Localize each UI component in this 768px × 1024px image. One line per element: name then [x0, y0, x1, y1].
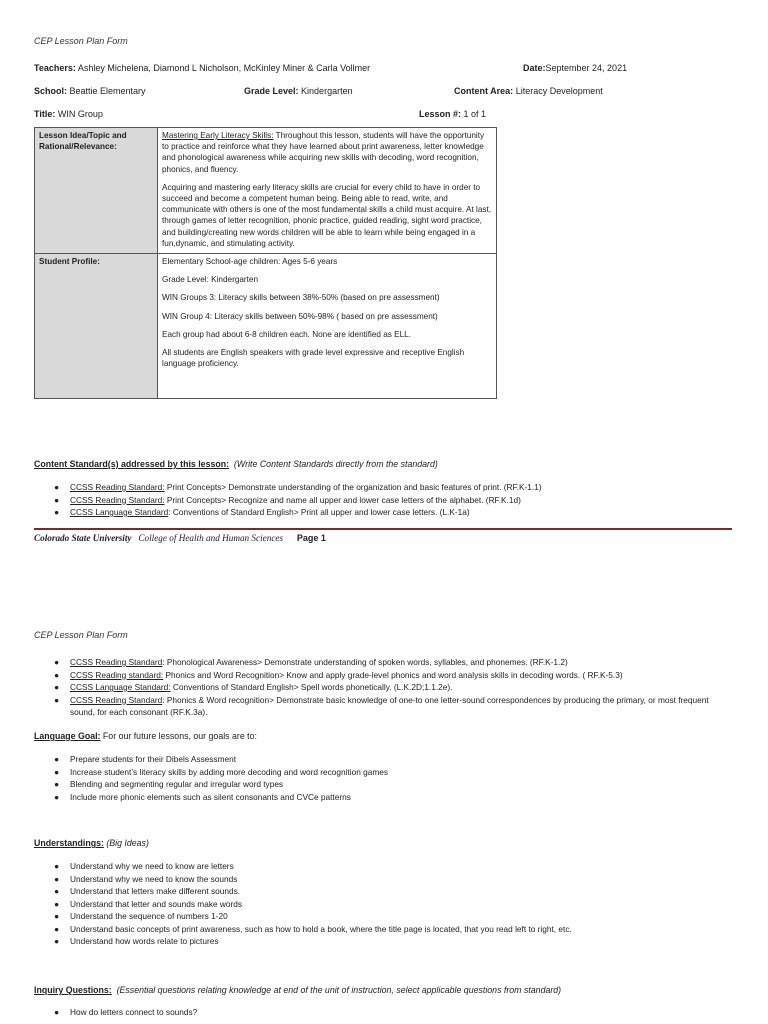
- table-row: [35, 128, 497, 254]
- school-value: Beattie Elementary: [69, 86, 146, 96]
- topic-heading: Mastering Early Literacy Skills:: [162, 131, 274, 140]
- profile-paragraph: Elementary School-age children: Ages 5-6 years: [162, 257, 338, 267]
- bullet-icon: ●: [54, 873, 60, 884]
- standard-link[interactable]: CCSS Reading Standard: [70, 694, 163, 705]
- bullet-icon: ●: [54, 694, 60, 705]
- footer-college: College of Health and Human Sciences: [138, 533, 284, 543]
- grade-label: Grade Level:: [244, 86, 299, 96]
- list-item: [34, 860, 734, 873]
- standard-link[interactable]: CCSS Language Standard: [70, 507, 169, 517]
- standard-link[interactable]: CCSS Reading Standard:: [70, 494, 165, 505]
- standard-link[interactable]: CCSS Language Standard:: [70, 682, 171, 692]
- understandings-head: Understandings:: [34, 838, 104, 848]
- date-label: Date:: [523, 63, 546, 73]
- language-goal-head: Language Goal:: [34, 731, 101, 741]
- bullet-icon: ●: [54, 669, 60, 680]
- language-goals-list: [34, 753, 734, 803]
- list-item: [34, 506, 734, 519]
- bullet-icon: ●: [54, 936, 60, 946]
- goal-text: Increase student’s literacy skills by adding more decoding and word recognition games: [70, 766, 389, 777]
- topic-paragraph-2: Acquiring and mastering early literacy skills are crucial for every child to have in order to succeed and become a competent human being. Being able to read, write, and communicate with others is one of the most fundamental skills a child must acquire. At last, through games of letter recognition, phonic practice, guided reading, sight word practice, and building/creating new words children will be able to learn while being engaged in a fun,dynamic, and stimulating activity.: [162, 182, 492, 248]
- footer-rule: [34, 528, 732, 530]
- title-label: Title:: [34, 109, 56, 119]
- list-item: [34, 656, 734, 669]
- bullet-icon: ●: [54, 779, 60, 789]
- lesson-line: [419, 109, 486, 119]
- understandings-list: [34, 860, 734, 948]
- topic-text: Throughout this lesson, students will have the opportunity to practice and reinforce what they have learned about print awareness, letter knowledge and phonological awareness while acquiring new skills with decoding, word recognition, phonics, and fluency.: [162, 131, 485, 174]
- date-line: [523, 63, 627, 73]
- bullet-icon: ●: [54, 911, 60, 921]
- standard-text: : Conventions of Standard English> Print all upper and lower case letters. (L.K-1a): [168, 507, 470, 517]
- school-line: [34, 86, 146, 96]
- standards-list-p2: [34, 656, 734, 719]
- list-item: [34, 873, 734, 886]
- standards-list-p1: [34, 481, 734, 519]
- bullet-icon: ●: [54, 494, 60, 505]
- bullet-icon: ●: [54, 754, 60, 764]
- bullet-icon: ●: [54, 507, 60, 517]
- bullet-icon: ●: [54, 898, 60, 909]
- form-title: CEP Lesson Plan Form: [34, 36, 128, 46]
- standard-text: Phonics and Word Recognition> Know and apply grade-level phonics and word analysis skills in decoding words. ( RF.K-5.3): [163, 669, 623, 680]
- footer-page-number: Page 1: [296, 533, 326, 543]
- standard-text: : Phonics & Word recognition> Demonstrate basic knowledge of one-to one letter-sound correspondences by producing the primary, or most frequent sound, for each consonant (RF.K.3a).: [70, 694, 709, 717]
- list-item: [34, 898, 734, 911]
- understanding-text: Understand why we need to know the sounds: [70, 873, 238, 884]
- inquiry-text: How do letters connect to sounds?: [70, 1007, 198, 1017]
- inquiry-list: [34, 1006, 734, 1019]
- bullet-icon: ●: [54, 657, 60, 667]
- bullet-icon: ●: [54, 766, 60, 777]
- content-area-label: Content Area:: [454, 86, 514, 96]
- content-area-value: Literacy Development: [515, 86, 603, 96]
- profile-paragraph: WIN Groups 3: Literacy skills between 38%-50% (based on pre assessment): [162, 293, 440, 303]
- list-item: [34, 791, 734, 804]
- standard-text: Print Concepts> Recognize and name all upper and lower case letters of the alphabet. (RF.K.1d): [164, 494, 521, 505]
- understandings-note: (Big Ideas): [106, 838, 149, 848]
- standards-note: (Write Content Standards directly from the standard): [233, 459, 438, 469]
- standards-head: Content Standard(s) addressed by this lesson:: [34, 459, 230, 469]
- row-label-topic: Lesson Idea/Topic and Rational/Relevance:: [35, 128, 158, 254]
- understanding-text: Understand why we need to know are letters: [70, 861, 234, 871]
- content-area-line: [454, 86, 603, 96]
- list-item: [34, 766, 734, 779]
- bullet-icon: ●: [54, 682, 60, 692]
- standard-text: Conventions of Standard English> Spell words phonetically. (L.K.2D;1.1.2e).: [170, 682, 453, 692]
- bullet-icon: ●: [54, 482, 60, 492]
- goal-text: Prepare students for their Dibels Assessment: [70, 754, 237, 764]
- teachers-value: Ashley Michelena, Diamond L Nicholson, McKinley Miner & Carla Vollmer: [77, 63, 371, 73]
- profile-paragraph: Each group had about 6-8 children each. None are identified as ELL.: [162, 329, 411, 339]
- form-title-page2: CEP Lesson Plan Form: [34, 630, 128, 640]
- profile-paragraph: WIN Group 4: Literacy skills between 50%-98% ( based on pre assessment): [162, 311, 438, 321]
- table-row: [35, 254, 497, 399]
- understanding-text: Understand how words relate to pictures: [70, 936, 219, 946]
- standard-text: Print Concepts> Demonstrate understanding of the organization and basic features of print. (RF.K-1.1): [164, 482, 542, 492]
- inquiry-note: (Essential questions relating knowledge at end of the unit of instruction, select applicable questions from standard): [116, 985, 562, 995]
- list-item: [34, 753, 734, 766]
- list-item: [34, 778, 734, 791]
- bullet-icon: ●: [54, 923, 60, 934]
- teachers-label: Teachers:: [34, 63, 76, 73]
- list-item: [34, 694, 734, 719]
- school-label: School:: [34, 86, 67, 96]
- content-standards-heading: [34, 459, 438, 469]
- date-value: September 24, 2021: [545, 63, 628, 73]
- standard-link[interactable]: CCSS Reading Standard: [70, 657, 163, 667]
- lesson-plan-table: [34, 127, 497, 399]
- lesson-label: Lesson #:: [419, 109, 462, 119]
- language-goal-text: For our future lessons, our goals are to:: [100, 731, 257, 741]
- understanding-text: Understand that letters make different sounds.: [70, 886, 241, 896]
- list-item: [34, 1006, 734, 1019]
- understanding-text: Understand the sequence of numbers 1-20: [70, 911, 228, 921]
- row-label-profile: Student Profile:: [35, 254, 158, 399]
- goal-text: Blending and segmenting regular and irregular word types: [70, 779, 284, 789]
- page-footer: [34, 533, 326, 543]
- list-item: [34, 494, 734, 507]
- list-item: [34, 910, 734, 923]
- list-item: [34, 681, 734, 694]
- goal-text: Include more phonic elements such as silent consonants and CVCe patterns: [70, 791, 351, 802]
- bullet-icon: ●: [54, 1007, 60, 1017]
- row-content-topic: [158, 128, 497, 254]
- language-goal-heading: [34, 731, 257, 741]
- bullet-icon: ●: [54, 886, 60, 896]
- list-item: [34, 481, 734, 494]
- list-item: [34, 935, 734, 948]
- understanding-text: Understand that letter and sounds make words: [70, 898, 243, 909]
- list-item: [34, 885, 734, 898]
- standard-text: : Phonological Awareness> Demonstrate understanding of spoken words, syllables, and phonemes. (RF.K-1.2): [162, 657, 568, 667]
- lesson-value: 1 of 1: [463, 109, 487, 119]
- bullet-icon: ●: [54, 791, 60, 802]
- understanding-text: Understand basic concepts of print awareness, such as how to hold a book, where the title page is located, that you read left to right, etc.: [70, 923, 572, 934]
- list-item: [34, 669, 734, 682]
- row-content-profile: [158, 254, 497, 399]
- profile-paragraph: Grade Level: Kindergarten: [162, 275, 259, 285]
- topic-paragraph-1: [162, 130, 492, 175]
- bullet-icon: ●: [54, 861, 60, 871]
- inquiry-head: Inquiry Questions:: [34, 985, 112, 995]
- inquiry-heading: [34, 985, 561, 995]
- grade-line: [244, 86, 353, 96]
- teachers-line: [34, 63, 370, 73]
- standard-link[interactable]: CCSS Reading standard:: [70, 669, 164, 680]
- list-item: [34, 923, 734, 936]
- grade-value: Kindergarten: [301, 86, 353, 96]
- footer-university: Colorado State University: [34, 533, 132, 543]
- title-value: WIN Group: [57, 109, 103, 119]
- understandings-heading: [34, 838, 149, 848]
- title-line: [34, 109, 103, 119]
- profile-paragraph: All students are English speakers with grade level expressive and receptive English language proficiency.: [162, 348, 465, 369]
- standard-link[interactable]: CCSS Reading Standard:: [70, 482, 165, 492]
